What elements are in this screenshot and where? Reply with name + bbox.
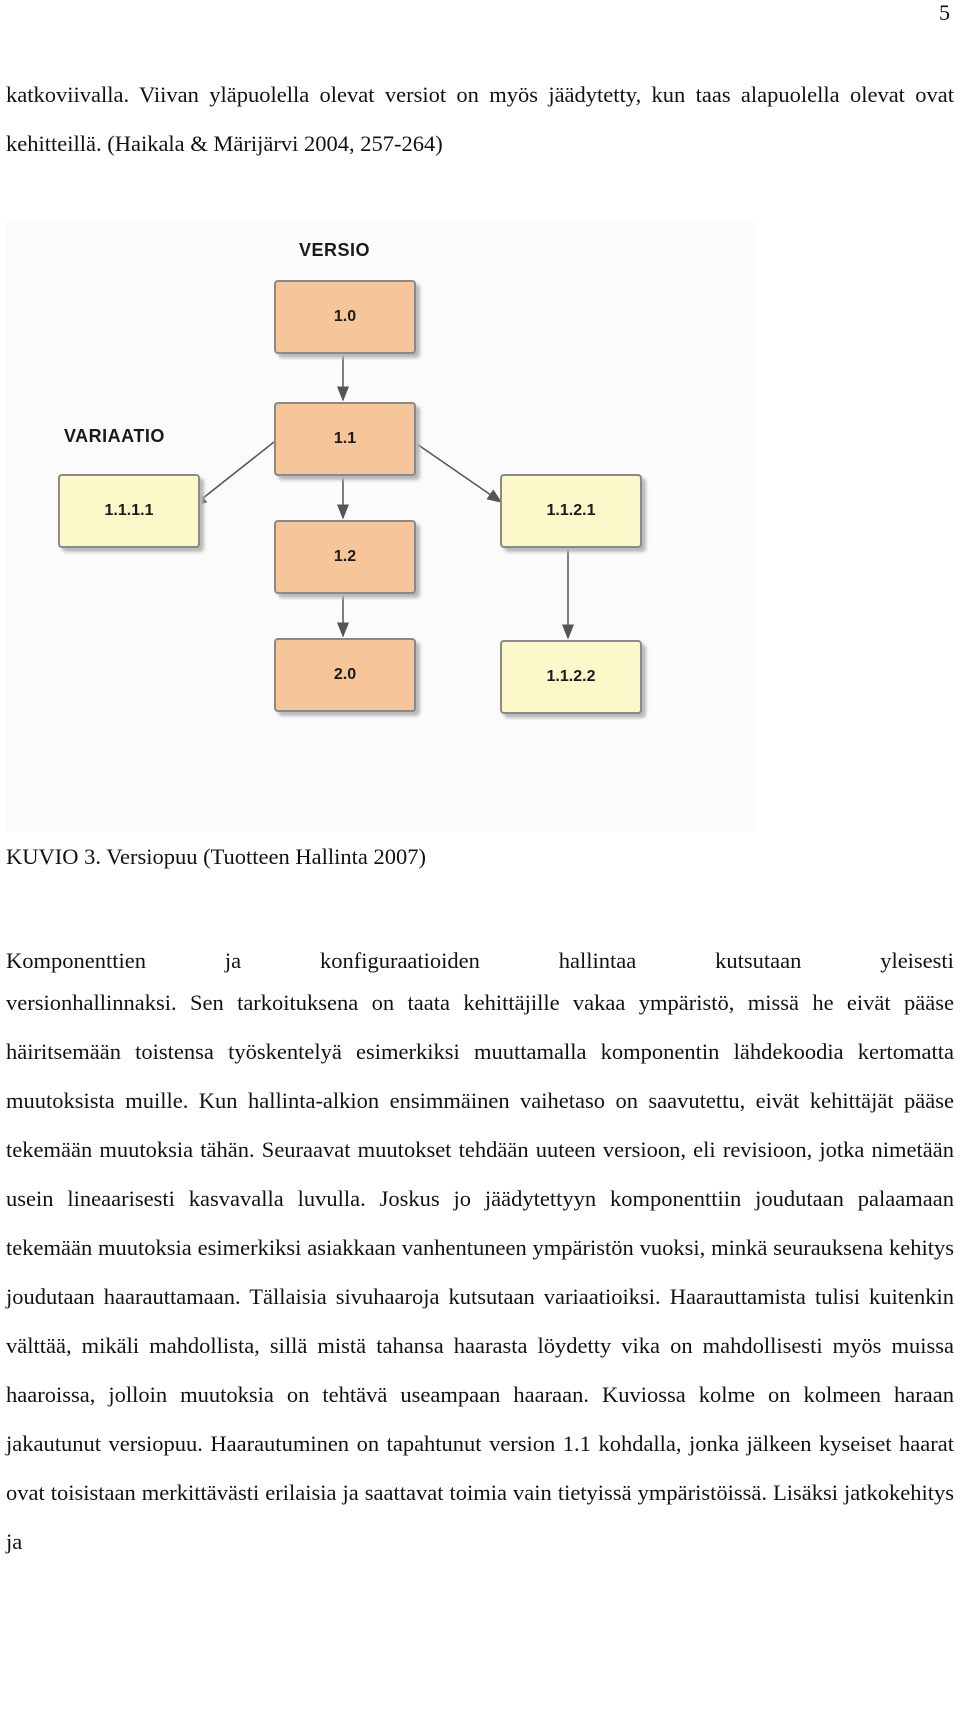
variant-node-1-1-2-1: 1.1.2.1 [500, 474, 642, 548]
lead-word: konfiguraatioiden [319, 948, 480, 973]
version-node-1-0: 1.0 [274, 280, 416, 354]
lead-word: Komponenttien [6, 948, 146, 973]
lead-word: kutsutaan [715, 948, 802, 973]
arrow-1-1-to-1-1-1-1 [193, 442, 274, 506]
intro-paragraph: katkoviivalla. Viivan yläpuolella olevat versiot on myös jäädytetty, kun taas alapuolella olevat ovat kehitteillä. (Haikala & Märijärvi 2004, 257-264) [6, 82, 954, 156]
lead-word: yleisesti [880, 948, 954, 973]
page-number: 5 [939, 0, 950, 25]
lead-word: hallintaa [558, 948, 637, 973]
variant-node-1-1-1-1: 1.1.1.1 [58, 474, 200, 548]
version-node-1-2: 1.2 [274, 520, 416, 594]
body-paragraph: versionhallinnaksi. Sen tarkoituksena on taata kehittäjille vakaa ympäristö, missä he eivät pääse häiritsemään toistensa työskentelyä esimerkiksi muuttamalla komponentin lähdekoodia kertomatta muutoksista muille. Kun hallinta-alkion ensimmäinen vaihetaso on saavutettu, eivät kehittäjät pääse tekemään muutoksia tähän. Seuraavat muutokset tehdään uuteen versioon, eli revisioon, jotka nimetään usein lineaarisesti kasvavalla luvulla. Joskus jo jäädytettyyn komponenttiin joudutaan palaamaan tekemään muutoksia esimerkiksi asiakkaan vanhentuneen ympäristön vuoksi, minkä seurauksena kehitys joudutaan haarauttamaan. Tällaisia sivuhaaroja kutsutaan variaatioiksi. Haarauttamista tulisi kuitenkin välttää, mikäli mahdollista, sillä mistä tahansa haarasta löydetty vika on mahdollisesti myös muissa haaroissa, jolloin muutoksia on tehtävä useampaan haaraan. Kuviossa kolme on kolmeen haraan jakautunut versiopuu. Haarautuminen on tapahtunut version 1.1 kohdalla, jonka jälkeen kyseiset haarat ovat toisistaan merkittävästi erilaisia ja saattavat toimia vain tietyissä ympäristöissä. Lisäksi jatkokehitys ja [6, 990, 954, 1554]
body-lead-line [6, 946, 954, 976]
lead-word: ja [224, 948, 242, 973]
version-node-1-1: 1.1 [274, 402, 416, 476]
variant-node-1-1-2-2: 1.1.2.2 [500, 640, 642, 714]
figure-caption: KUVIO 3. Versiopuu (Tuotteen Hallinta 2007) [6, 844, 426, 869]
variation-heading: VARIAATIO [64, 426, 165, 446]
version-tree-figure [6, 222, 756, 832]
version-heading: VERSIO [299, 240, 371, 260]
arrow-1-1-to-1-1-2-1 [414, 442, 501, 502]
version-node-2-0: 2.0 [274, 638, 416, 712]
